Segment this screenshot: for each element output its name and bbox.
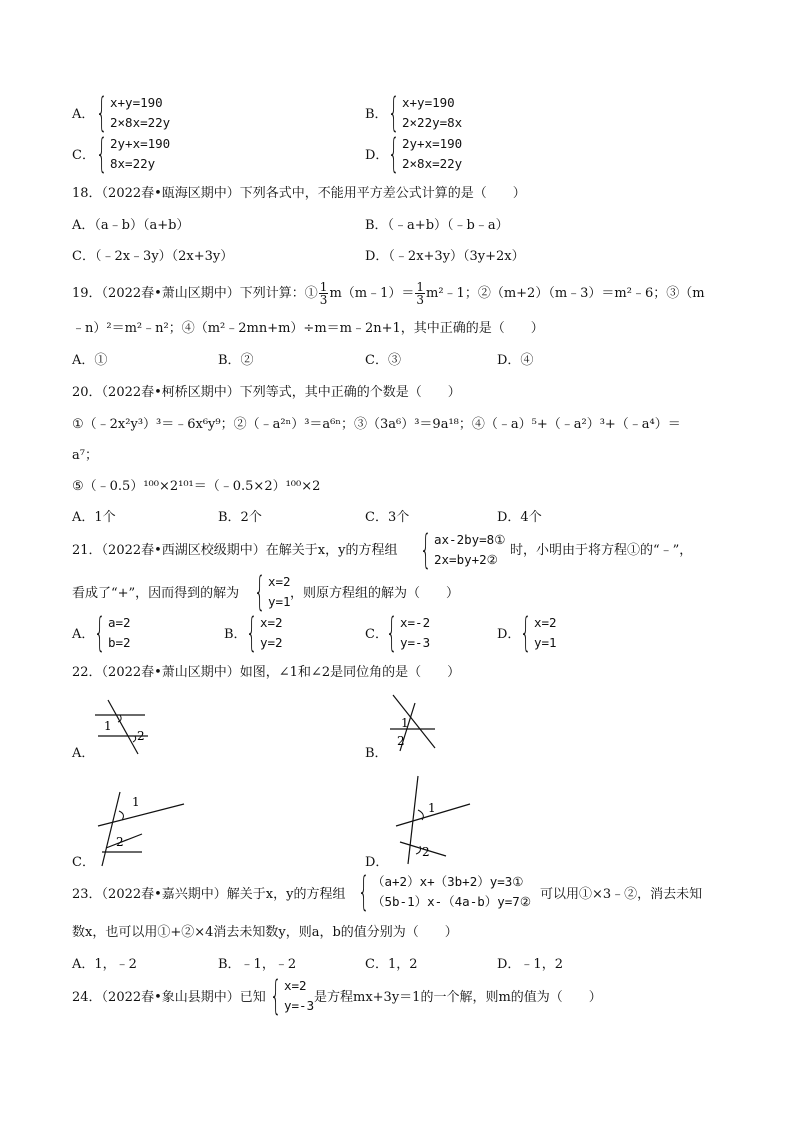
brace-icon: {	[420, 527, 432, 573]
option-c-label: C．	[365, 627, 388, 642]
question-23-stem: 23．（2022春•嘉兴期中）解关于x，y的方程组	[72, 887, 346, 902]
angle-1-label: 1	[401, 716, 409, 730]
option-d: D．（﹣2x+3y）（3y+2x）	[365, 249, 525, 264]
equation-line: x+y=190	[402, 95, 455, 110]
option-c: C．3个	[365, 510, 410, 525]
fraction	[319, 281, 329, 306]
equation-line: 2×22y=8x	[402, 115, 463, 130]
option-a-label: A．	[72, 627, 95, 642]
question-23-line-2: 数x，也可以用①+②×4消去未知数y，则a，b的值分别为（ ）	[72, 925, 458, 940]
stem-text: m²﹣1；②（m+2）（m﹣3）＝m²﹣6；③（m	[426, 286, 705, 301]
equation-line: y=2	[260, 635, 283, 650]
equation-line: （a+2）x+（3b+2）y=3①	[372, 874, 524, 889]
brace-icon: {	[254, 569, 266, 615]
denominator: 3	[319, 293, 328, 307]
question-21-line-2: 看成了“+”，因而得到的解为	[72, 586, 240, 601]
brace-icon: {	[388, 90, 400, 136]
figure-c	[92, 786, 188, 868]
question-23-stem-cont: 可以用①×3﹣②，消去未知	[540, 887, 703, 902]
option-b: B．2个	[218, 510, 262, 525]
option-b-label: B．	[365, 107, 388, 122]
wrong-solution-system	[254, 569, 291, 615]
option-b-system	[388, 90, 463, 136]
fraction	[415, 281, 425, 306]
option-a: A．（a﹣b）（a+b）	[72, 218, 190, 233]
angle-1-label: 1	[104, 719, 112, 733]
angle-2-label: 2	[397, 734, 405, 748]
option-c: C．③	[365, 353, 401, 368]
question-20-line-1: ①（﹣2x²y³）³＝﹣6x⁶y⁹；②（﹣a²ⁿ）³＝a⁶ⁿ；③（3a⁶）³＝9a¹⁸；④（﹣a）⁵+（﹣a²）³+（﹣a⁴）＝	[72, 417, 681, 432]
question-21-line-2-cont: ，则原方程组的解为（ ）	[290, 586, 460, 601]
equation-line: x=2	[534, 615, 557, 630]
brace-icon: {	[96, 90, 108, 136]
question-24-stem-cont: 是方程mx+3y＝1的一个解，则m的值为（ ）	[314, 990, 602, 1005]
option-d: D．﹣1，2	[497, 957, 563, 972]
equation-line: x=2	[260, 615, 283, 630]
brace-icon: {	[386, 610, 398, 656]
option-c-label: C．	[72, 855, 95, 870]
question-19-line-1	[72, 281, 705, 306]
equation-line: 2x=by+2②	[434, 552, 498, 567]
brace-icon: {	[520, 610, 532, 656]
brace-icon: {	[388, 131, 400, 177]
figure-d	[388, 772, 474, 868]
brace-icon: {	[96, 131, 108, 177]
question-21-stem: 21．（2022春•西湖区校级期中）在解关于x，y的方程组	[72, 543, 398, 558]
option-a-system	[96, 90, 171, 136]
option-b-system	[246, 610, 283, 656]
equation-line: x=2	[284, 978, 307, 993]
question-19-line-2: ﹣n）²＝m²﹣n²；④（m²﹣2mn+m）÷m＝m﹣2n+1，其中正确的是（ ）	[72, 321, 544, 336]
angle-1-label: 1	[132, 795, 140, 809]
option-b-label: B．	[365, 746, 388, 761]
stem-text: m（m﹣1）＝	[329, 286, 415, 301]
equation-line: （5b-1）x-（4a-b）y=7②	[372, 894, 532, 909]
option-b: B．②	[218, 353, 254, 368]
option-a-system	[94, 610, 131, 656]
angle-2-label: 2	[422, 845, 430, 859]
equation-line: y=-3	[284, 998, 315, 1013]
equation-line: y=1	[268, 594, 291, 609]
equation-line: 2y+x=190	[110, 136, 171, 151]
denominator: 3	[416, 293, 425, 307]
numerator: 1	[319, 280, 328, 294]
option-d: D．4个	[497, 510, 542, 525]
option-b-label: B．	[224, 627, 247, 642]
equation-line: 2×8x=22y	[402, 156, 463, 171]
equation-line: x=2	[268, 574, 291, 589]
angle-2-label: 2	[116, 835, 124, 849]
option-b: B．（﹣a+b）（﹣b﹣a）	[365, 218, 509, 233]
brace-icon: {	[246, 610, 258, 656]
option-d-label: D．	[365, 855, 389, 870]
option-c-system	[96, 131, 171, 177]
option-d-system	[388, 131, 463, 177]
option-c: C．1，2	[365, 957, 418, 972]
question-18-stem: 18．（2022春•瓯海区期中）下列各式中，不能用平方差公式计算的是（ ）	[72, 186, 526, 201]
figure-b	[385, 693, 445, 755]
equation-line: b=2	[108, 635, 131, 650]
brace-icon: {	[358, 869, 370, 915]
equation-line: y=1	[534, 635, 557, 650]
equation-line: ax-2by=8①	[434, 532, 506, 547]
numerator: 1	[416, 280, 425, 294]
angle-1-label: 1	[428, 801, 436, 815]
question-20-stem: 20．（2022春•柯桥区期中）下列等式，其中正确的个数是（ ）	[72, 385, 461, 400]
figure-a	[90, 698, 160, 756]
equation-line: x=-2	[400, 615, 431, 630]
brace-icon: {	[270, 973, 282, 1019]
question-20-line-2: a⁷；	[72, 448, 98, 463]
angle-2-label: 2	[137, 729, 145, 743]
option-b: B．﹣1，﹣2	[218, 957, 297, 972]
option-d-label: D．	[365, 148, 389, 163]
equation-system	[270, 973, 315, 1019]
equation-line: y=-3	[400, 635, 431, 650]
option-c-system	[386, 610, 431, 656]
option-d-label: D．	[497, 627, 521, 642]
equation-line: 8x=22y	[110, 156, 156, 171]
question-22-stem: 22．（2022春•萧山区期中）如图，∠1和∠2是同位角的是（ ）	[72, 665, 461, 680]
option-a: A．1，﹣2	[72, 957, 137, 972]
stem-text: 19．（2022春•萧山区期中）下列计算：①	[72, 286, 318, 301]
equation-line: 2y+x=190	[402, 136, 463, 151]
equation-system	[358, 869, 532, 915]
question-20-line-3: ⑤（﹣0.5）¹⁰⁰×2¹⁰¹＝（﹣0.5×2）¹⁰⁰×2	[72, 479, 321, 494]
option-a-label: A．	[72, 107, 95, 122]
equation-line: 2×8x=22y	[110, 115, 171, 130]
option-a: A．①	[72, 353, 108, 368]
option-d: D．④	[497, 353, 534, 368]
equation-line: a=2	[108, 615, 131, 630]
question-21-stem-cont: 时，小明由于将方程①的“﹣”，	[510, 543, 693, 558]
option-a-label: A．	[72, 746, 95, 761]
option-c: C．（﹣2x﹣3y）（2x+3y）	[72, 249, 234, 264]
question-24-stem: 24．（2022春•象山县期中）已知	[72, 990, 266, 1005]
equation-line: x+y=190	[110, 95, 163, 110]
option-d-system	[520, 610, 557, 656]
equation-system	[420, 527, 506, 573]
option-a: A．1个	[72, 510, 116, 525]
option-c-label: C．	[72, 148, 95, 163]
brace-icon: {	[94, 610, 106, 656]
